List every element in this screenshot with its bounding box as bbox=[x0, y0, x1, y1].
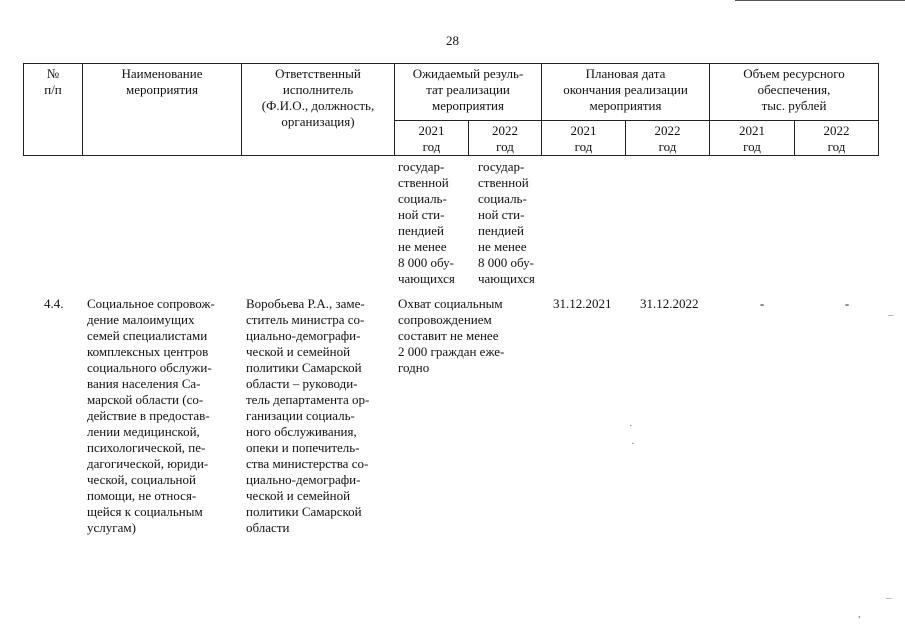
header-number: № п/п bbox=[24, 64, 83, 156]
table-header bbox=[23, 63, 879, 156]
header-result-2021: 2021 год bbox=[395, 121, 469, 156]
continuation-result-2021: государ- ственной социаль- ной сти- пендией не менее 8 000 обу- чающихся bbox=[398, 159, 455, 286]
page-number: 28 bbox=[446, 33, 459, 48]
header-resources-2021: 2021 год bbox=[710, 121, 795, 156]
header-resources: Объем ресурсного обеспечения, тыс. рублей bbox=[710, 64, 879, 121]
header-result-2022: 2022 год bbox=[469, 121, 542, 156]
continuation-result-2022: государ- ственной социаль- ной сти- пендией не менее 8 000 обу- чающихся bbox=[478, 159, 535, 286]
top-rule bbox=[735, 0, 905, 1]
row-resources-2022: - bbox=[844, 296, 850, 311]
header-date-2022: 2022 год bbox=[626, 121, 710, 156]
row-activity-name: Социальное сопровож- дение малоимущих семей специалистами комплексных центров социального обслужи- вания населения Са- марской области (со- действие в предостав- лении медицинской, психологической, пе- дагогической, юриди- ческой, социальной помощи, не относя- щейся к социальным услугам) bbox=[87, 296, 215, 535]
scan-speck: – bbox=[888, 309, 894, 321]
row-number: 4.4. bbox=[44, 296, 64, 311]
header-resources-2022: 2022 год bbox=[795, 121, 879, 156]
row-resources-2021: - bbox=[759, 296, 765, 311]
row-responsible: Воробьева Р.А., заме- ститель министра со- циально-демографи- ческой и семейной политики Самарской области – руководи- тель департамента ор- ганизации социаль- ного обслуживания, опеки и попечитель- ства министерства со- циально-демографи- ческой и семейной политики Самарской области bbox=[246, 296, 370, 535]
header-planned-date: Плановая дата окончания реализации мероприятия bbox=[542, 64, 710, 121]
scan-speck: – bbox=[886, 592, 892, 604]
header-name: Наименование мероприятия bbox=[83, 64, 242, 156]
row-date-2022: 31.12.2022 bbox=[640, 296, 699, 311]
header-date-2021: 2021 год bbox=[542, 121, 626, 156]
header-responsible: Ответственный исполнитель (Ф.И.О., должность, организация) bbox=[242, 64, 395, 156]
scan-speck: , bbox=[858, 608, 861, 620]
row-expected-result: Охват социальным сопровождением составит не менее 2 000 граждан еже- годно bbox=[398, 296, 505, 375]
header-expected-result: Ожидаемый резуль- тат реализации мероприятия bbox=[395, 64, 542, 121]
row-date-2021: 31.12.2021 bbox=[553, 296, 612, 311]
scan-speck: · bbox=[631, 438, 635, 450]
scan-speck: · bbox=[629, 420, 633, 432]
